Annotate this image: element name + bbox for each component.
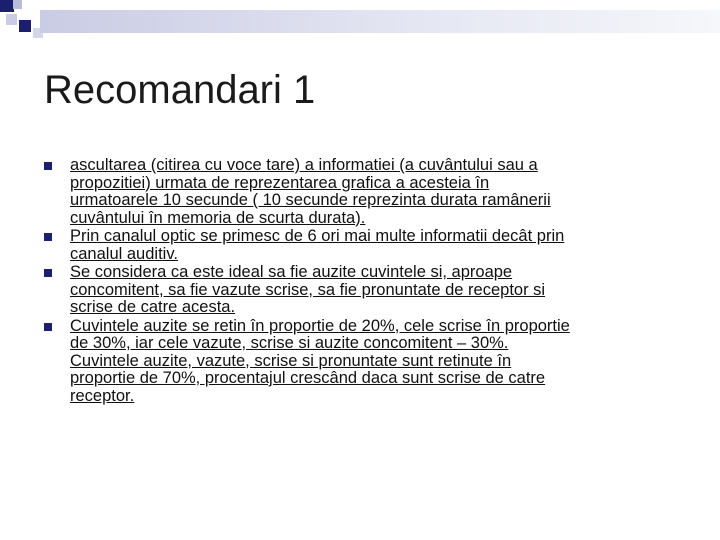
bullet-item [44, 264, 684, 317]
bullet-line: cuvântului în memoria de scurta durata). [70, 208, 366, 227]
decorative-square [0, 0, 14, 12]
bullet-line: concomitent, sa fie vazute scrise, sa fie pronuntate de receptor si [70, 280, 546, 299]
square-bullet-icon [44, 269, 52, 277]
decorative-square [13, 0, 22, 9]
bullet-item [44, 228, 684, 263]
bullet-line: Prin canalul optic se primesc de 6 ori mai multe informatii decât prin [70, 227, 565, 245]
bullet-line: de 30%, iar cele vazute, scrise si auzite concomitent – 30%. [70, 334, 509, 352]
bullet-item [44, 157, 684, 227]
decorative-square [6, 14, 17, 25]
header-gradient-bar [40, 10, 720, 33]
bullet-line: receptor. [70, 386, 135, 405]
bullet-line: ascultarea (citirea cu voce tare) a informatiei (a cuvântului sau a [70, 156, 538, 174]
bullet-line: Se considera ca este ideal sa fie auzite cuvintele si, aproape [70, 263, 513, 281]
bullet-line: proportie de 70%, procentajul crescând daca sunt scrise de catre [70, 369, 546, 387]
bullet-line: canalul auditiv. [70, 244, 178, 263]
bullet-line: propozitiei) urmata de reprezentarea grafica a acesteia în [70, 173, 490, 192]
bullet-line: scrise de catre acesta. [70, 298, 236, 316]
square-bullet-icon [44, 323, 52, 331]
decorative-square [19, 20, 31, 32]
square-bullet-icon [44, 233, 52, 241]
bullet-list [44, 157, 684, 405]
bullet-line: Cuvintele auzite, vazute, scrise si pronuntate sunt retinute în [70, 351, 512, 370]
square-bullet-icon [44, 162, 52, 170]
bullet-item [44, 318, 684, 406]
bullet-line: Cuvintele auzite se retin în proportie de 20%, cele scrise în proportie [70, 316, 570, 335]
slide-title: Recomandari 1 [44, 68, 316, 112]
bullet-line: urmatoarele 10 secunde ( 10 secunde reprezinta durata ramânerii [70, 191, 551, 209]
